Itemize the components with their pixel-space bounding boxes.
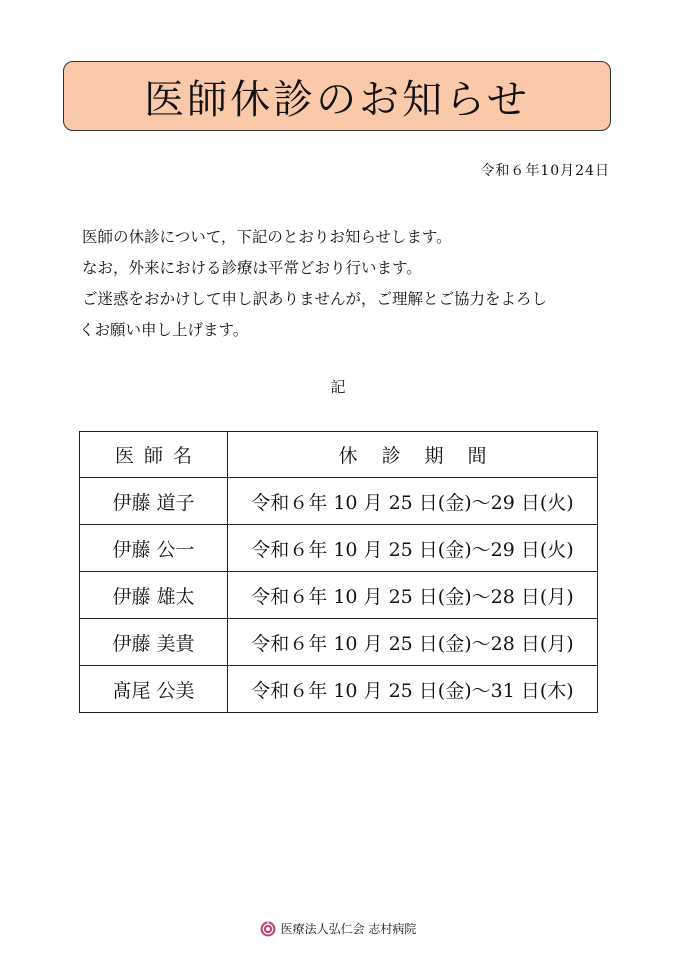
notice-title: 医師休診のお知らせ xyxy=(63,61,611,131)
closure-period-cell: 令和６年 10 月 25 日(金)～29 日(火) xyxy=(228,478,598,525)
hospital-name: 医療法人弘仁会 志村病院 xyxy=(280,922,417,936)
doctor-name-cell: 髙尾 公美 xyxy=(80,666,228,713)
table-row xyxy=(80,666,598,713)
body-line-1: 医師の休診について，下記のとおりお知らせします。 xyxy=(82,228,452,246)
notice-body xyxy=(79,222,614,346)
closure-period-cell: 令和６年 10 月 25 日(金)～28 日(月) xyxy=(228,572,598,619)
closure-period-cell: 令和６年 10 月 25 日(金)～31 日(木) xyxy=(228,666,598,713)
table-row xyxy=(80,619,598,666)
table-header-row xyxy=(80,432,598,478)
body-line-2: なお，外来における診療は平常どおり行います。 xyxy=(82,259,422,277)
body-line-3: ご迷惑をおかけして申し訳ありませんが，ご理解とご協力をよろし xyxy=(82,290,548,308)
closure-period-cell: 令和６年 10 月 25 日(金)～28 日(月) xyxy=(228,619,598,666)
doctor-name-cell: 伊藤 道子 xyxy=(80,478,228,525)
header-closure-period: 休診期間 xyxy=(228,432,598,478)
table-row xyxy=(80,572,598,619)
header-doctor-name: 医師名 xyxy=(80,432,228,478)
closure-table xyxy=(79,431,598,713)
ki-heading: 記 xyxy=(330,378,346,396)
table-row xyxy=(80,478,598,525)
doctor-name-cell: 伊藤 公一 xyxy=(80,525,228,572)
doctor-name-cell: 伊藤 美貴 xyxy=(80,619,228,666)
hospital-logo-icon xyxy=(260,921,276,937)
footer xyxy=(0,920,676,937)
body-line-4: くお願い申し上げます。 xyxy=(79,321,249,339)
notice-date: 令和６年10月24日 xyxy=(480,163,610,179)
closure-period-cell: 令和６年 10 月 25 日(金)～29 日(火) xyxy=(228,525,598,572)
doctor-name-cell: 伊藤 雄太 xyxy=(80,572,228,619)
table-row xyxy=(80,525,598,572)
